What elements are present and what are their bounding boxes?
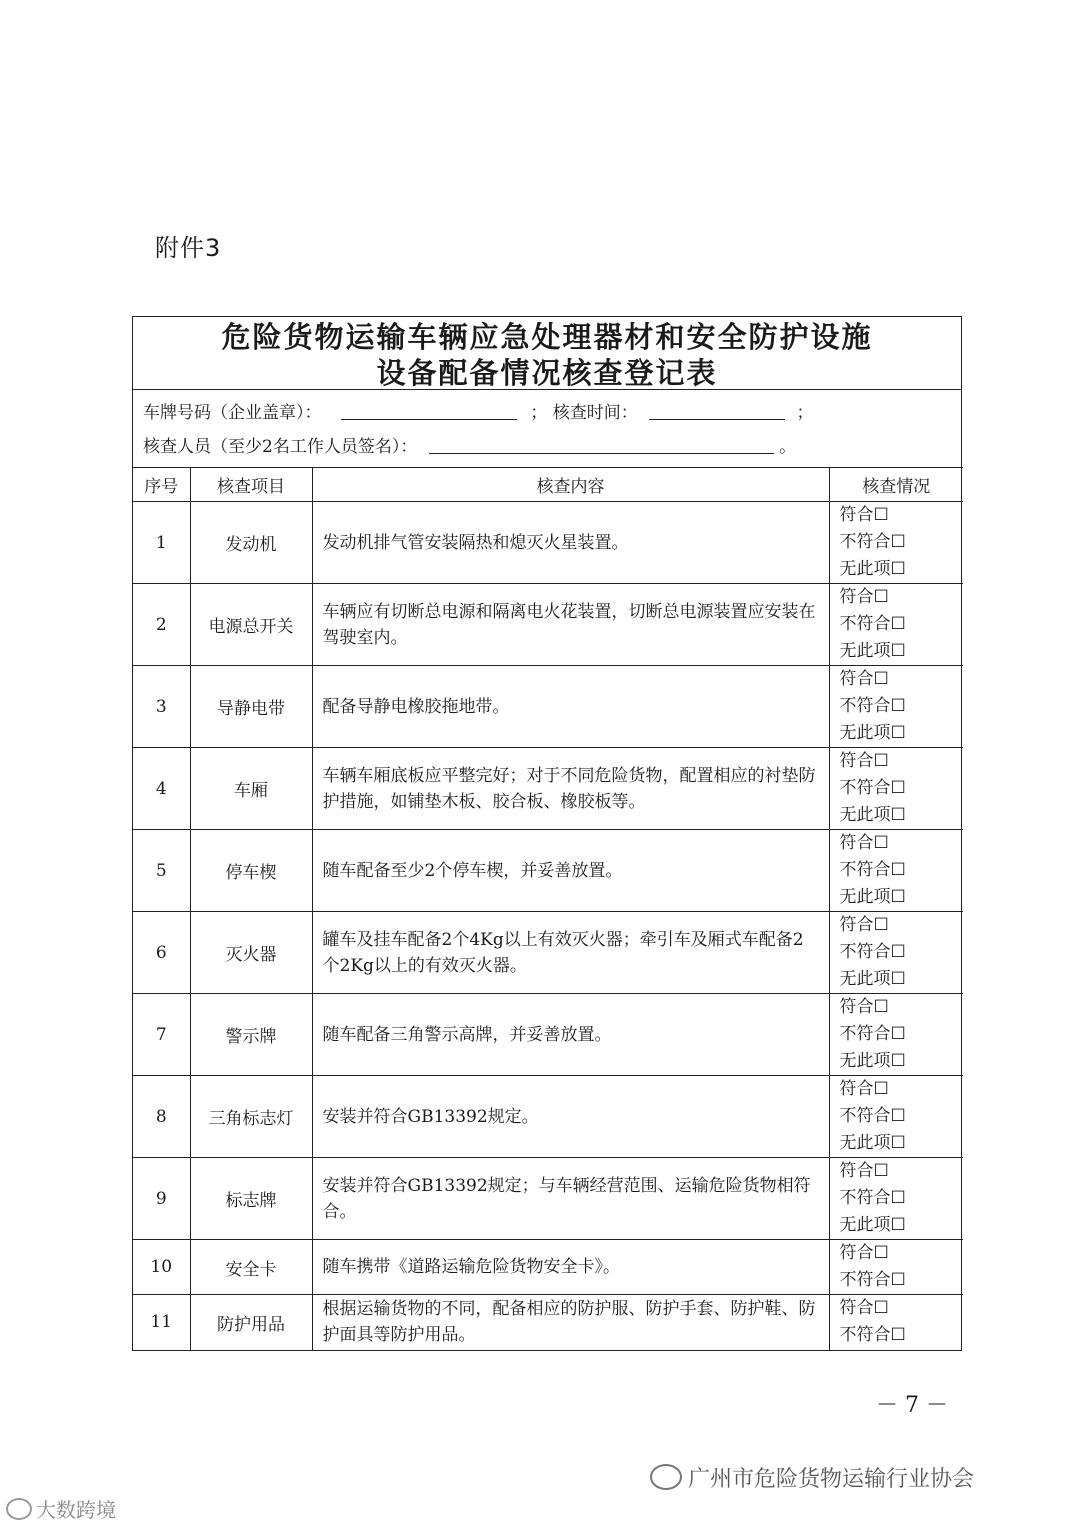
attachment-label: 附件3: [155, 234, 222, 262]
row-item: 防护用品: [190, 1295, 312, 1350]
watermark-left-text: 大数跨境: [36, 1498, 116, 1522]
table-header-row: [133, 468, 963, 502]
row-status: [829, 748, 963, 830]
info-line-1: [143, 398, 814, 423]
row-status: [829, 1158, 963, 1240]
status-option[interactable]: 符合☐: [839, 669, 889, 689]
status-option[interactable]: 符合☐: [839, 751, 889, 771]
inspector-label: 核查人员（至少2名工作人员签名）：: [143, 437, 418, 457]
row-status: [829, 994, 963, 1076]
row-item: 发动机: [190, 502, 312, 584]
status-option[interactable]: 不符合☐: [839, 1106, 906, 1126]
status-option[interactable]: 符合☐: [839, 1298, 889, 1319]
row-content: 安装并符合GB13392规定；与车辆经营范围、运输危险货物相符合。: [312, 1158, 829, 1240]
header-status: 核查情况: [829, 468, 963, 502]
table-row: [133, 666, 963, 748]
table-row: [133, 1076, 963, 1158]
row-content: 随车携带《道路运输危险货物安全卡》。: [312, 1240, 829, 1295]
separator: ；: [530, 403, 548, 423]
status-option[interactable]: 无此项☐: [839, 887, 906, 907]
status-option[interactable]: 不符合☐: [839, 778, 906, 798]
row-item: 标志牌: [190, 1158, 312, 1240]
header-item: 核查项目: [190, 468, 312, 502]
status-option[interactable]: 不符合☐: [839, 1270, 906, 1290]
row-item: 电源总开关: [190, 584, 312, 666]
row-number: 11: [133, 1295, 190, 1350]
table-row: [133, 1158, 963, 1240]
status-option[interactable]: 符合☐: [839, 1161, 889, 1181]
status-option[interactable]: 符合☐: [839, 1079, 889, 1099]
status-option[interactable]: 无此项☐: [839, 723, 906, 743]
status-option[interactable]: 符合☐: [839, 833, 889, 853]
row-number: 10: [133, 1240, 190, 1295]
row-content: 车辆应有切断总电源和隔离电火花装置，切断总电源装置应安装在驾驶室内。: [312, 584, 829, 666]
row-number: 1: [133, 502, 190, 584]
row-content: 随车配备三角警示高牌，并妥善放置。: [312, 994, 829, 1076]
row-item: 导静电带: [190, 666, 312, 748]
row-number: 5: [133, 830, 190, 912]
status-option[interactable]: 无此项☐: [839, 805, 906, 825]
watermark-right-text: 广州市危险货物运输行业协会: [688, 1467, 975, 1492]
watermark-right: [650, 1462, 974, 1493]
row-number: 8: [133, 1076, 190, 1158]
table-row: [133, 994, 963, 1076]
table-row: [133, 502, 963, 584]
status-option[interactable]: 符合☐: [839, 587, 889, 607]
row-content: 安装并符合GB13392规定。: [312, 1076, 829, 1158]
row-item: 安全卡: [190, 1240, 312, 1295]
row-status: [829, 502, 963, 584]
status-option[interactable]: 不符合☐: [839, 1325, 906, 1346]
table-row: [133, 1295, 963, 1350]
wechat-icon: [650, 1464, 682, 1490]
status-option[interactable]: 符合☐: [839, 1243, 889, 1263]
status-option[interactable]: 不符合☐: [839, 860, 906, 880]
status-option[interactable]: 符合☐: [839, 997, 889, 1017]
form-title-line2: 设备配备情况核查登记表: [376, 356, 718, 390]
end-period: 。: [779, 437, 797, 457]
row-status: [829, 1076, 963, 1158]
row-status: [829, 1295, 963, 1350]
row-status: [829, 584, 963, 666]
header-no: 序号: [133, 468, 190, 502]
info-line-2: [143, 432, 796, 457]
table-row: [133, 830, 963, 912]
row-status: [829, 1240, 963, 1295]
table-row: [133, 584, 963, 666]
status-option[interactable]: 无此项☐: [839, 1215, 906, 1235]
form-info: [133, 389, 961, 467]
row-content: 配备导静电橡胶拖地带。: [312, 666, 829, 748]
row-status: [829, 666, 963, 748]
status-option[interactable]: 符合☐: [839, 505, 889, 525]
row-status: [829, 830, 963, 912]
row-number: 2: [133, 584, 190, 666]
form-title-line1: 危险货物运输车辆应急处理器材和安全防护设施: [221, 320, 873, 354]
status-option[interactable]: 无此项☐: [839, 559, 906, 579]
row-content: 随车配备至少2个停车楔，并妥善放置。: [312, 830, 829, 912]
row-number: 9: [133, 1158, 190, 1240]
status-option[interactable]: 不符合☐: [839, 1188, 906, 1208]
status-option[interactable]: 不符合☐: [839, 532, 906, 552]
row-number: 3: [133, 666, 190, 748]
inspection-form: [132, 316, 962, 1351]
table-row: [133, 912, 963, 994]
row-number: 4: [133, 748, 190, 830]
inspection-table: [133, 467, 963, 1350]
row-content: 根据运输货物的不同，配备相应的防护服、防护手套、防护鞋、防护面具等防护用品。: [312, 1295, 829, 1350]
form-title: [133, 317, 961, 389]
watermark-left: [6, 1494, 116, 1523]
plate-label: 车牌号码（企业盖章）：: [143, 403, 322, 423]
row-item: 车厢: [190, 748, 312, 830]
row-item: 停车楔: [190, 830, 312, 912]
row-number: 7: [133, 994, 190, 1076]
table-row: [133, 748, 963, 830]
status-option[interactable]: 不符合☐: [839, 696, 906, 716]
row-content: 车辆车厢底板应平整完好；对于不同危险货物，配置相应的衬垫防护措施，如铺垫木板、胶合板、橡胶板等。: [312, 748, 829, 830]
status-option[interactable]: 符合☐: [839, 915, 889, 935]
check-time-blank[interactable]: [649, 403, 785, 420]
page-number: － 7 －: [876, 1393, 948, 1418]
end-semicolon: ；: [796, 403, 814, 423]
row-item: 灭火器: [190, 912, 312, 994]
status-option[interactable]: 无此项☐: [839, 969, 906, 989]
status-option[interactable]: 不符合☐: [839, 942, 906, 962]
inspector-blank[interactable]: [429, 437, 774, 454]
status-option[interactable]: 无此项☐: [839, 1133, 906, 1153]
status-option[interactable]: 不符合☐: [839, 1024, 906, 1044]
row-number: 6: [133, 912, 190, 994]
row-status: [829, 912, 963, 994]
row-item: 三角标志灯: [190, 1076, 312, 1158]
row-item: 警示牌: [190, 994, 312, 1076]
status-option[interactable]: 无此项☐: [839, 641, 906, 661]
status-option[interactable]: 不符合☐: [839, 614, 906, 634]
plate-blank[interactable]: [341, 403, 517, 420]
row-content: 罐车及挂车配备2个4Kg以上有效灭火器；牵引车及厢式车配备2个2Kg以上的有效灭火器。: [312, 912, 829, 994]
table-row: [133, 1240, 963, 1295]
check-time-label: 核查时间：: [552, 403, 638, 423]
header-content: 核查内容: [312, 468, 829, 502]
row-content: 发动机排气管安装隔热和熄灭火星装置。: [312, 502, 829, 584]
status-option[interactable]: 无此项☐: [839, 1051, 906, 1071]
brand-logo-icon: [6, 1498, 32, 1520]
